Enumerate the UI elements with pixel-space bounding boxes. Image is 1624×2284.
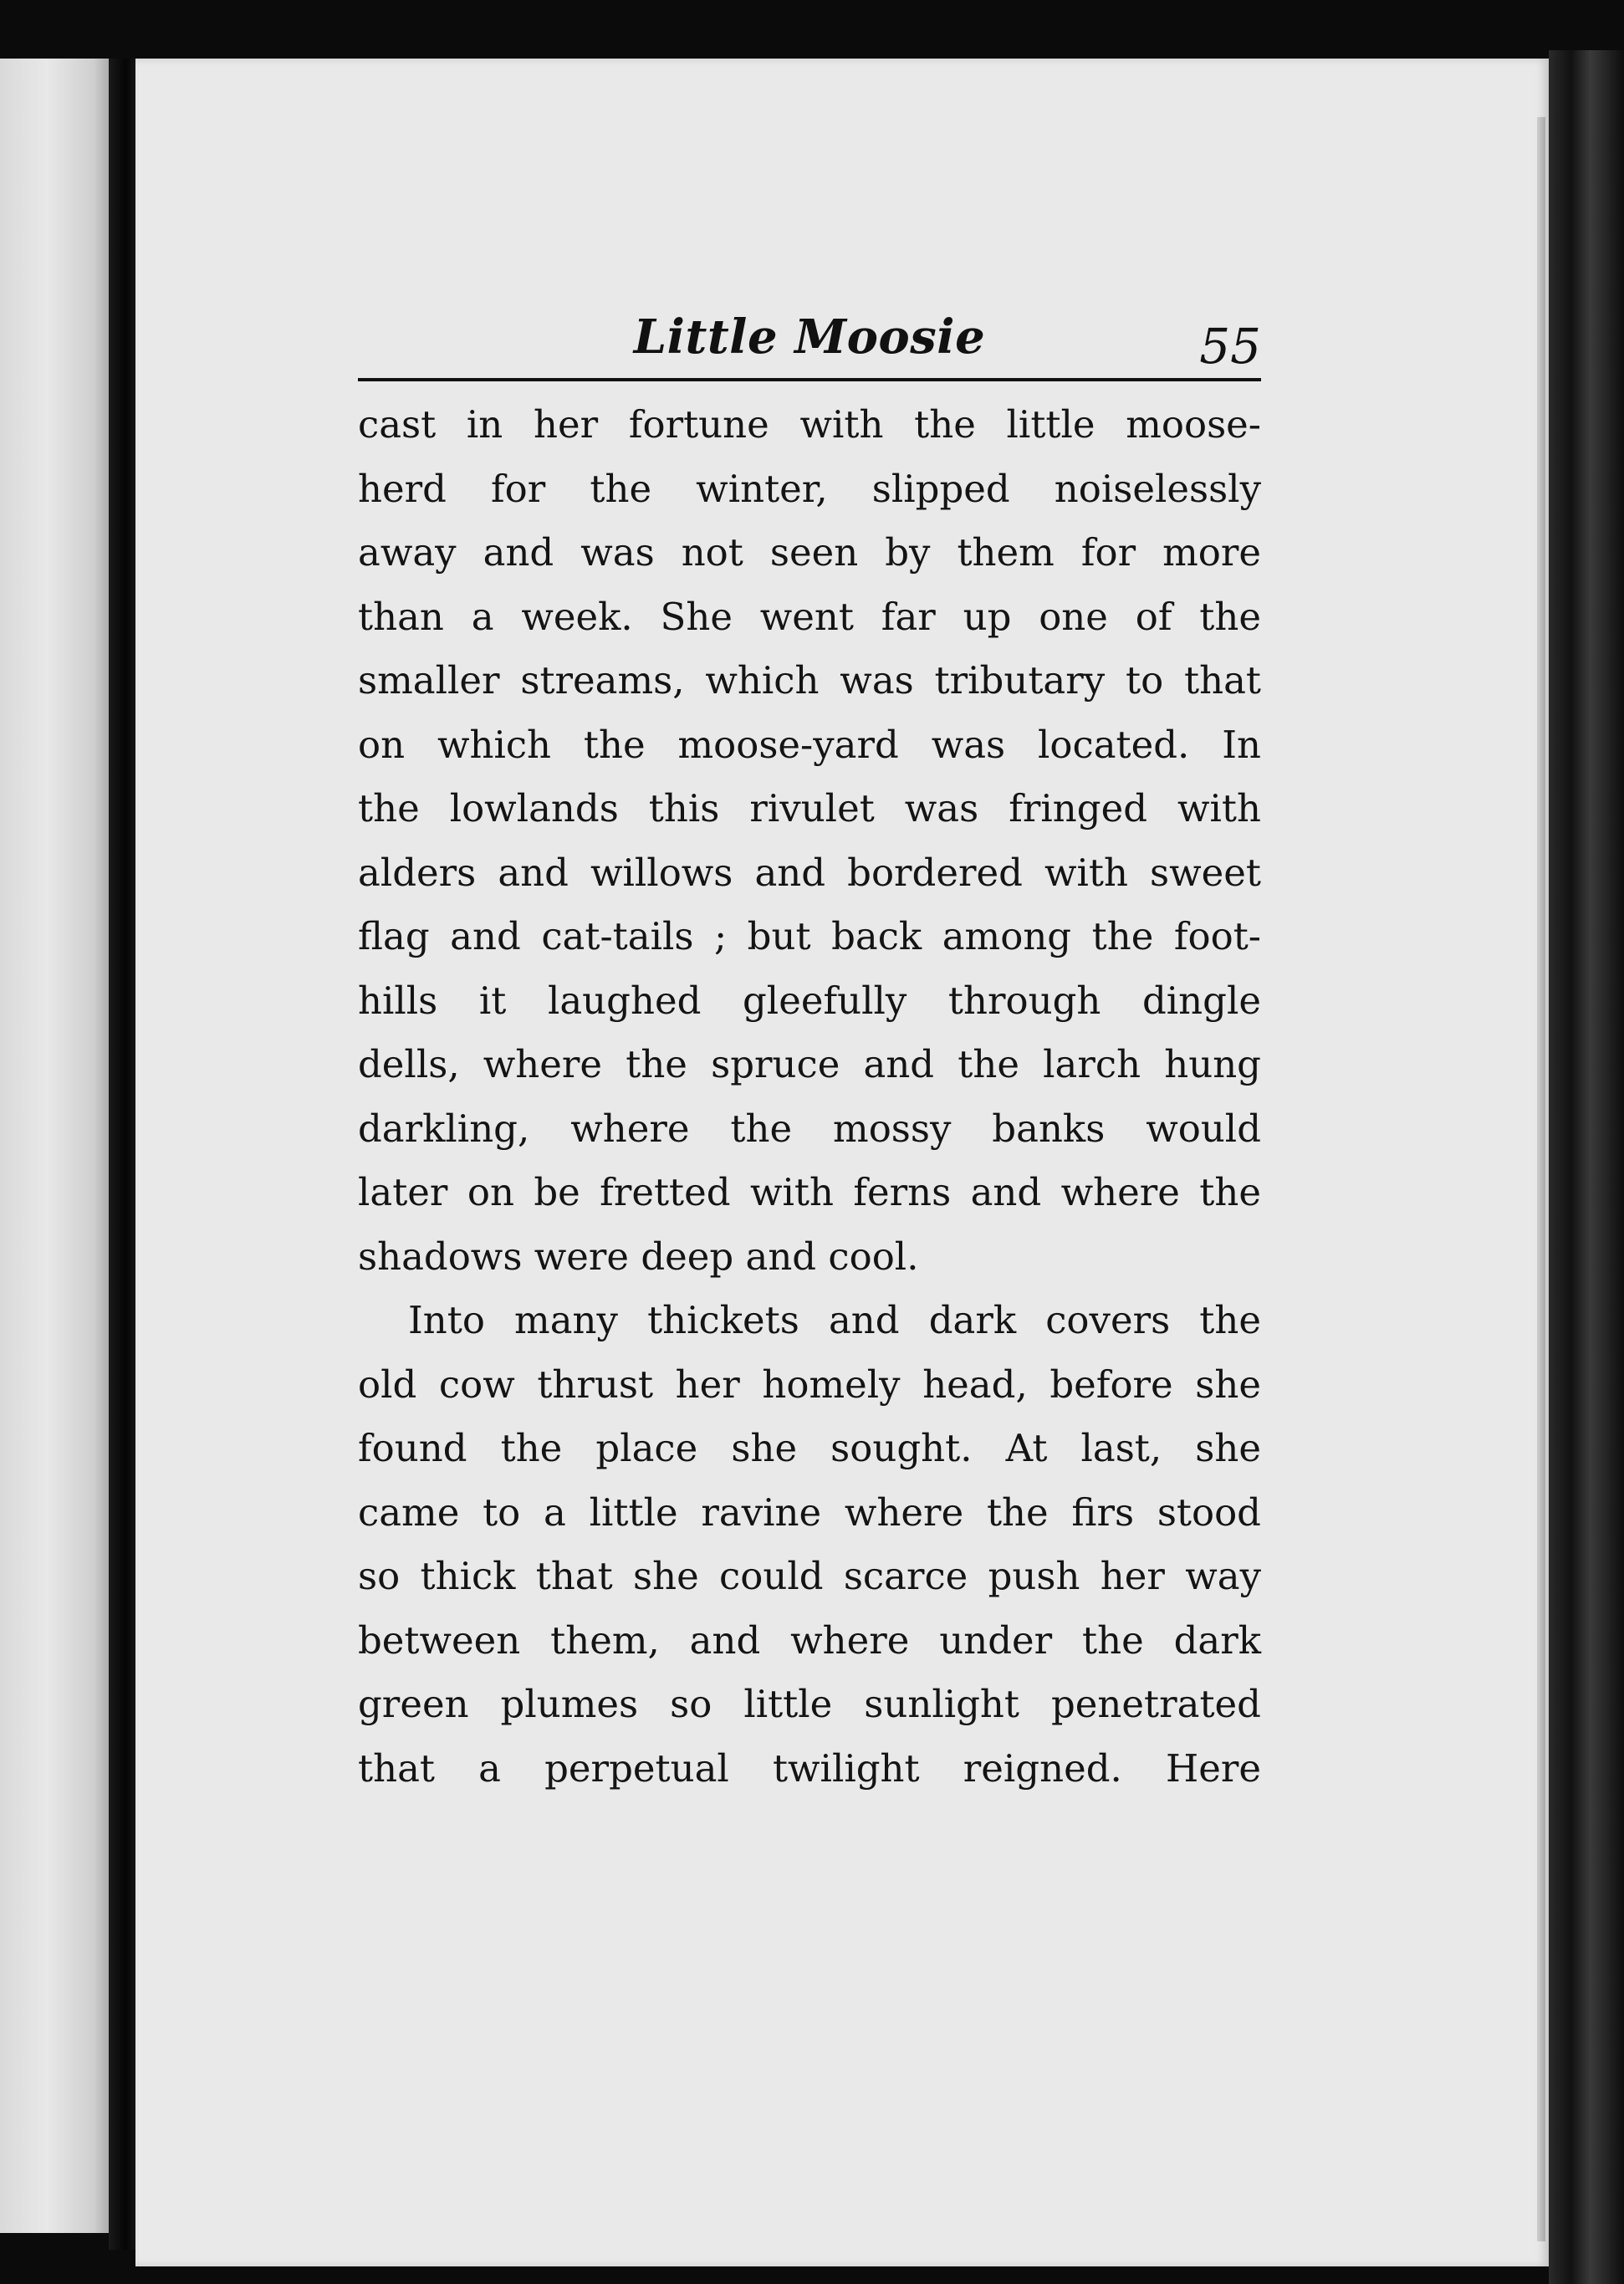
facing-page-edge (0, 59, 117, 2233)
paragraph-1 (358, 393, 1261, 1289)
text-line: flag and cat-tails ; but back among the foot- (358, 914, 1261, 958)
page-edge (1537, 117, 1545, 2241)
text-line: between them, and where under the dark (358, 1617, 1261, 1663)
page-header (358, 309, 1261, 376)
text-line: on which the moose-yard was located. In (358, 722, 1261, 767)
text-line: green plumes so little sunlight penetrated (358, 1682, 1261, 1726)
text-line: shadows were deep and cool. (358, 1234, 919, 1279)
text-line: that a perpetual twilight reigned. Here (358, 1745, 1261, 1791)
text-line: away and was not seen by them for more (358, 530, 1261, 575)
text-line: hills it laughed gleefully through dingle (358, 978, 1261, 1023)
running-title: Little Moosie (633, 309, 986, 365)
text-line: so thick that she could scarce push her way (358, 1554, 1261, 1598)
text-line: the lowlands this rivulet was fringed with (358, 786, 1261, 830)
header-rule (358, 378, 1261, 381)
text-line: alders and willows and bordered with sweet (358, 850, 1261, 895)
text-line: cast in her fortune with the little moose- (358, 402, 1261, 447)
page-number: 55 (1199, 318, 1261, 375)
text-line: than a week. She went far up one of the (358, 594, 1261, 639)
text-line: dells, where the spruce and the larch hung (358, 1042, 1261, 1086)
paragraph-2 (358, 1289, 1261, 1801)
scan-border (1549, 50, 1624, 2284)
text-line: herd for the winter, slipped noiselessly (358, 466, 1261, 511)
text-line: smaller streams, which was tributary to that (358, 658, 1261, 703)
text-line: came to a little ravine where the firs stood (358, 1489, 1261, 1535)
text-line: Into many thickets and dark covers the (408, 1298, 1261, 1342)
body-text (358, 393, 1261, 1801)
text-line: old cow thrust her homely head, before she (358, 1362, 1261, 1407)
text-line: later on be fretted with ferns and where the (358, 1170, 1261, 1214)
text-line: found the place she sought. At last, she (358, 1426, 1261, 1470)
text-line: darkling, where the mossy banks would (358, 1106, 1261, 1151)
